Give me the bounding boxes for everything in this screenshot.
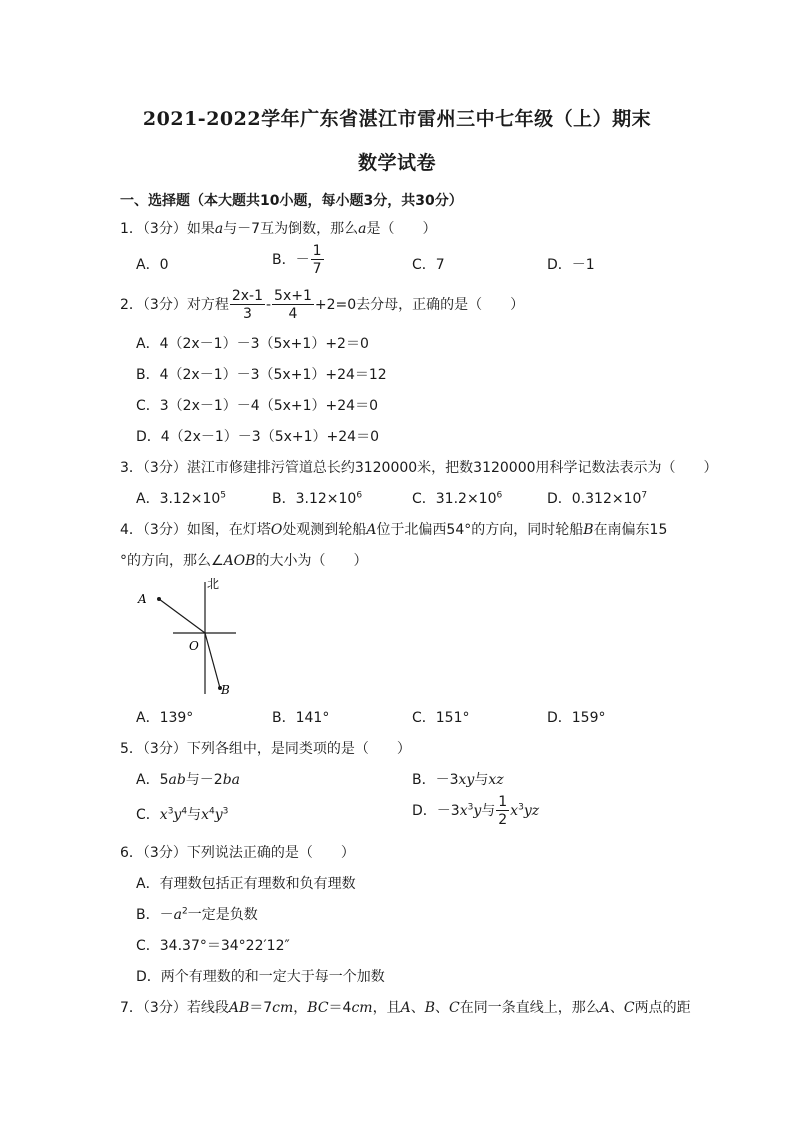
q5-a-mid: 与－2 — [185, 772, 223, 788]
q4-angle: AOB — [223, 553, 256, 569]
q7-text-e: ，且 — [372, 1000, 401, 1016]
q5-option-c — [136, 804, 228, 824]
q3-b-base: B．3.12×10 — [272, 491, 357, 507]
q2-option-b: B．4（2x－1）－3（5x+1）+24＝12 — [136, 367, 387, 383]
q5-b-mid: 与 — [474, 772, 489, 788]
q3-option-b — [272, 488, 362, 508]
q7-a2: A — [599, 1000, 610, 1016]
section-heading: 一、选择题（本大题共10小题，每小题3分，共30分） — [120, 193, 463, 209]
q7-a: A — [400, 1000, 411, 1016]
q6-option-c: C．34.37°＝34°22′12″ — [136, 938, 290, 954]
q4-text-d: 在南偏东15 — [593, 522, 668, 538]
q5-c-y: y — [173, 807, 182, 823]
ray-oa — [159, 599, 205, 633]
q7-cm1: cm — [272, 1000, 294, 1016]
q5-c-pre: C． — [136, 807, 160, 823]
q3-a-exp: 5 — [220, 490, 227, 501]
q5-option-a — [136, 769, 240, 789]
q5-d-yz: yz — [523, 803, 540, 819]
q3-d-exp: 7 — [641, 490, 648, 501]
q1-var-a2: a — [358, 221, 367, 237]
q2-text-a: 2．（3分）对方程 — [120, 297, 229, 313]
q2-minus: - — [265, 297, 272, 313]
question-5-stem: 5．（3分）下列各组中，是同类项的是（ ） — [120, 741, 411, 757]
q2-fraction-1 — [230, 289, 265, 321]
q6-option-a: A．有理数包括正有理数和负有理数 — [136, 876, 356, 892]
question-7-stem — [120, 997, 691, 1017]
question-3-stem: 3．（3分）湛江市修建排污管道总长约3120000米，把数3120000用科学记数法表示为（ ） — [120, 460, 718, 476]
q1-b-numerator: 1 — [312, 243, 322, 259]
q5-option-d — [412, 795, 539, 827]
q2-option-a: A．4（2x－1）－3（5x+1）+2＝0 — [136, 336, 369, 352]
q4-text-c: 位于北偏西54°的方向，同时轮船 — [376, 522, 584, 538]
q4-text-f: 的大小为（ ） — [255, 553, 368, 569]
q1-text-c: 是（ ） — [366, 221, 437, 237]
q7-bc: BC — [307, 1000, 329, 1016]
q7-c: C — [449, 1000, 460, 1016]
q4-option-b: B．141° — [272, 710, 330, 726]
q5-c-x2: x — [201, 807, 209, 823]
q2-f2-numerator: 5x+1 — [274, 288, 312, 304]
q2-fraction-2 — [272, 289, 314, 321]
q4-option-d: D．159° — [547, 710, 606, 726]
q5-b-v2: xz — [488, 772, 504, 788]
q5-d-e2: 3 — [518, 802, 524, 813]
q1-b-fraction — [311, 244, 324, 276]
q3-option-a — [136, 488, 226, 508]
q6-b-var: a — [173, 907, 182, 923]
q5-option-b — [412, 769, 504, 789]
q5-d-e1: 3 — [467, 802, 474, 813]
q5-d-denominator: 2 — [498, 812, 508, 828]
q1-var-a: a — [214, 221, 224, 237]
q5-d-x2: x — [510, 803, 519, 819]
label-b: B — [221, 683, 230, 696]
q2-option-d: D．4（2x－1）－3（5x+1）+24＝0 — [136, 429, 379, 445]
q2-f2-denominator: 4 — [288, 306, 298, 322]
question-2-stem — [120, 289, 524, 321]
q5-c-e1: 3 — [167, 806, 174, 817]
question-4-stem-cont — [120, 550, 367, 570]
q4-option-c: C．151° — [412, 710, 470, 726]
question-6-stem: 6．（3分）下列说法正确的是（ ） — [120, 845, 355, 861]
q4-var-a: A — [366, 522, 377, 538]
q5-c-e3: 4 — [208, 806, 215, 817]
north-label: 北 — [207, 577, 220, 591]
q7-text-b: ＝7 — [249, 1000, 273, 1016]
q1-text-a: 1．（3分）如果 — [120, 221, 215, 237]
q3-c-exp: 6 — [496, 490, 503, 501]
q4-text-e: °的方向，那么∠ — [120, 553, 224, 569]
compass-diagram — [132, 576, 252, 696]
q1-text-b: 与－7互为倒数，那么 — [223, 221, 359, 237]
q5-c-e2: 4 — [181, 806, 188, 817]
q5-c-mid: 与 — [187, 807, 202, 823]
q5-d-fraction — [496, 795, 509, 827]
q7-cm2: cm — [351, 1000, 373, 1016]
q7-sep1: 、 — [410, 1000, 425, 1016]
q7-text-f: 在同一条直线上，那么 — [459, 1000, 600, 1016]
q3-b-exp: 6 — [356, 490, 363, 501]
q5-d-pre: D．－3 — [412, 803, 460, 819]
q3-c-base: C．31.2×10 — [412, 491, 497, 507]
exam-title-line1: 2021-2022学年广东省湛江市雷州三中七年级（上）期末 — [142, 108, 652, 130]
q7-sep3: 、 — [609, 1000, 624, 1016]
exam-title-line2: 数学试卷 — [357, 152, 436, 174]
q4-var-b: B — [583, 522, 594, 538]
q6-option-b — [136, 904, 258, 924]
q4-text-a: 4．（3分）如图，在灯塔 — [120, 522, 271, 538]
q5-a-v2: ba — [222, 772, 241, 788]
q2-f1-denominator: 3 — [242, 306, 252, 322]
q5-d-y: y — [473, 803, 482, 819]
q1-option-c: C．7 — [412, 257, 445, 273]
q5-d-numerator: 1 — [498, 794, 508, 810]
q1-b-denominator: 7 — [312, 261, 322, 277]
q5-d-mid: 与 — [481, 803, 496, 819]
q5-c-y2: y — [214, 807, 223, 823]
q7-b: B — [424, 1000, 436, 1016]
q1-option-d: D．－1 — [547, 257, 595, 273]
q5-a-v1: ab — [168, 772, 186, 788]
q1-option-b — [272, 244, 325, 276]
q7-text-c: ， — [293, 1000, 308, 1016]
q2-f1-numerator: 2x-1 — [231, 288, 263, 304]
q7-sep2: 、 — [435, 1000, 450, 1016]
q7-text-g: 两点的距 — [634, 1000, 691, 1016]
q3-option-c — [412, 488, 502, 508]
q3-a-base: A．3.12×10 — [136, 491, 221, 507]
q5-c-e4: 3 — [222, 806, 229, 817]
q4-option-a: A．139° — [136, 710, 194, 726]
point-a — [157, 597, 161, 601]
q1-option-a: A．0 — [136, 257, 169, 273]
label-a: A — [138, 592, 147, 606]
q2-text-b: +2=0去分母，正确的是（ ） — [314, 297, 525, 313]
q7-ab: AB — [228, 1000, 250, 1016]
q3-d-base: D．0.312×10 — [547, 491, 642, 507]
q5-c-x: x — [159, 807, 168, 823]
q4-var-o: O — [270, 522, 283, 538]
q7-text-a: 7．（3分）若线段 — [120, 1000, 229, 1016]
q4-text-b: 处观测到轮船 — [282, 522, 367, 538]
q5-d-x: x — [459, 803, 468, 819]
q5-b-pre: B．－3 — [412, 772, 459, 788]
q6-b-post: 一定是负数 — [187, 907, 258, 923]
q3-option-d — [547, 488, 647, 508]
q2-option-c: C．3（2x－1）－4（5x+1）+24＝0 — [136, 398, 378, 414]
q7-text-d: ＝4 — [328, 1000, 352, 1016]
ray-ob — [205, 633, 220, 688]
q6-b-pre: B．－ — [136, 907, 174, 923]
q5-a-pre: A．5 — [136, 772, 169, 788]
q7-c2: C — [623, 1000, 635, 1016]
question-4-stem — [120, 519, 667, 539]
question-1-stem — [120, 218, 436, 238]
q1-b-prefix: B．－ — [272, 252, 310, 268]
q6-option-d: D．两个有理数的和一定大于每一个加数 — [136, 969, 385, 985]
q6-b-exp: 2 — [181, 906, 188, 917]
q5-b-v1: xy — [458, 772, 475, 788]
label-o: O — [189, 639, 199, 653]
